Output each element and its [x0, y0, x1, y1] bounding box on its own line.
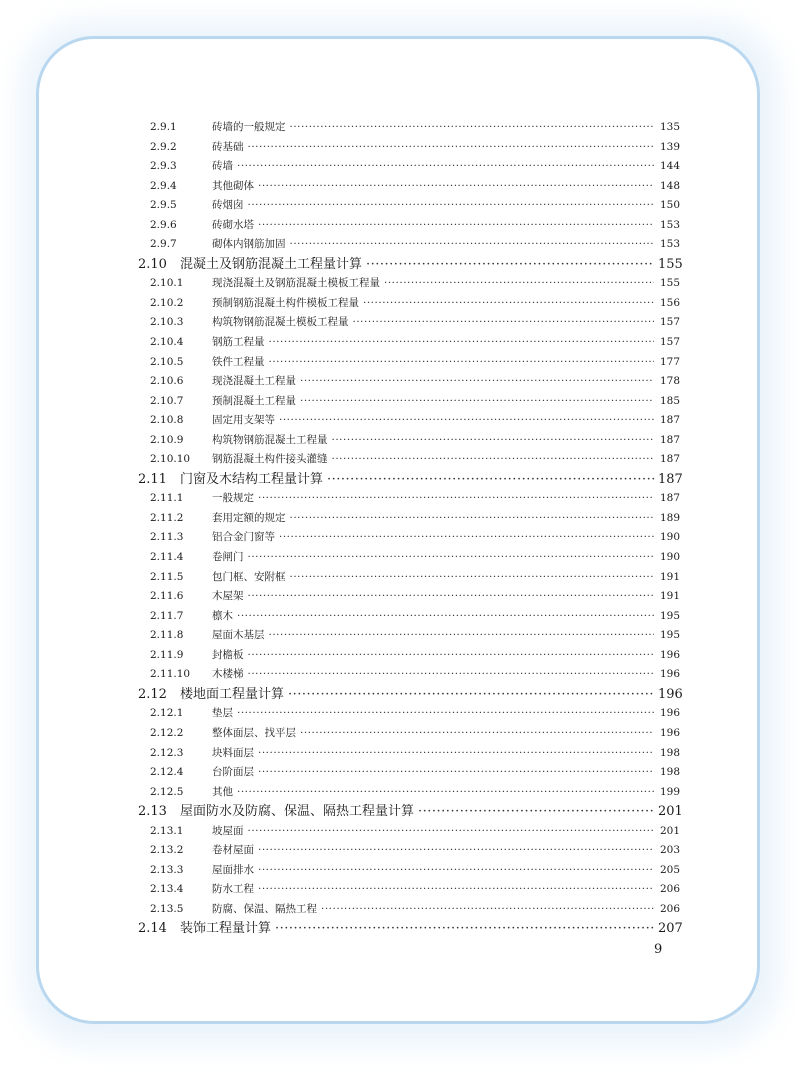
toc-subsection-row[interactable] — [138, 724, 680, 744]
dot-leader — [258, 489, 654, 509]
toc-subsection-row[interactable] — [138, 235, 680, 255]
toc-entry-number: 2.12.4 — [150, 766, 184, 779]
toc-subsection-row[interactable] — [138, 216, 680, 236]
toc-subsection-row[interactable] — [138, 333, 680, 353]
toc-entry-page: 207 — [658, 921, 683, 937]
dot-leader — [366, 255, 654, 275]
toc-entry-number: 2.12.2 — [150, 726, 184, 739]
dot-leader — [321, 900, 654, 920]
dot-leader — [332, 450, 655, 470]
toc-entry-title: 铁件工程量 — [212, 355, 265, 368]
toc-entry-title: 檩木 — [212, 609, 233, 622]
toc-entry-number: 2.13 — [138, 804, 167, 820]
toc-entry-number: 2.10.5 — [150, 355, 184, 368]
dot-leader — [237, 607, 654, 627]
toc-subsection-row[interactable] — [138, 509, 680, 529]
toc-entry-title: 门窗及木结构工程量计算 — [180, 471, 324, 487]
toc-entry-title: 砖烟囱 — [212, 199, 244, 212]
toc-entry-title: 钢筋混凝土构件接头灌缝 — [212, 453, 328, 466]
toc-subsection-row[interactable] — [138, 353, 680, 373]
toc-subsection-row[interactable] — [138, 861, 680, 881]
toc-entry-number: 2.13.3 — [150, 863, 184, 876]
toc-entry-title: 混凝土及钢筋混凝土工程量计算 — [180, 256, 363, 272]
dot-leader — [327, 470, 654, 490]
toc-entry-number: 2.13.4 — [150, 883, 184, 896]
dot-leader — [384, 274, 654, 294]
toc-subsection-row[interactable] — [138, 431, 680, 451]
toc-entry-page: 196 — [658, 686, 683, 702]
toc-entry-number: 2.11.3 — [150, 531, 184, 544]
toc-subsection-row[interactable] — [138, 411, 680, 431]
dot-leader — [258, 880, 654, 900]
toc-entry-page: 195 — [659, 609, 680, 622]
dot-leader — [248, 196, 655, 216]
toc-subsection-row[interactable] — [138, 294, 680, 314]
toc-entry-title: 卷材屋面 — [212, 844, 254, 857]
toc-entry-title: 砌体内钢筋加固 — [212, 238, 286, 251]
toc-entry-number: 2.9.3 — [150, 160, 177, 173]
toc-entry-page: 187 — [658, 471, 683, 487]
toc-entry-title: 砖基础 — [212, 140, 244, 153]
toc-entry-title: 垫层 — [212, 707, 233, 720]
toc-entry-page: 157 — [659, 336, 680, 349]
toc-entry-page: 189 — [659, 511, 680, 524]
toc-section-row[interactable] — [138, 685, 683, 705]
toc-entry-number: 2.9.6 — [150, 218, 177, 231]
toc-subsection-row[interactable] — [138, 372, 680, 392]
dot-leader — [248, 646, 655, 666]
toc-entry-number: 2.10 — [138, 256, 167, 272]
toc-entry-number: 2.14 — [138, 921, 167, 937]
toc-entry-number: 2.11.1 — [150, 492, 184, 505]
toc-subsection-row[interactable] — [138, 880, 680, 900]
toc-entry-page: 177 — [659, 355, 680, 368]
toc-entry-page: 156 — [659, 296, 680, 309]
toc-entry-title: 一般规定 — [212, 492, 254, 505]
toc-section-row[interactable] — [138, 470, 683, 490]
dot-leader — [248, 548, 655, 568]
dot-leader — [332, 431, 655, 451]
toc-entry-page: 187 — [659, 492, 680, 505]
toc-entry-title: 装饰工程量计算 — [180, 921, 272, 937]
toc-entry-title: 套用定额的规定 — [212, 511, 286, 524]
toc-subsection-row[interactable] — [138, 274, 680, 294]
toc-entry-title: 木楼梯 — [212, 668, 244, 681]
toc-entry-title: 卷闸门 — [212, 551, 244, 564]
toc-entry-page: 196 — [659, 668, 680, 681]
dot-leader — [248, 822, 655, 842]
toc-entry-title: 楼地面工程量计算 — [180, 686, 285, 702]
toc-entry-page: 187 — [659, 453, 680, 466]
toc-entry-page: 190 — [659, 531, 680, 544]
toc-entry-title: 木屋架 — [212, 590, 244, 603]
toc-entry-number: 2.12.5 — [150, 785, 184, 798]
dot-leader — [300, 372, 654, 392]
dot-leader — [279, 411, 654, 431]
toc-entry-page: 185 — [659, 394, 680, 407]
toc-subsection-row[interactable] — [138, 744, 680, 764]
dot-leader — [269, 353, 655, 373]
toc-subsection-row[interactable] — [138, 763, 680, 783]
toc-entry-page: 196 — [659, 707, 680, 720]
toc-entry-page: 144 — [659, 160, 680, 173]
toc-entry-title: 台阶面层 — [212, 766, 254, 779]
toc-entry-page: 190 — [659, 551, 680, 564]
toc-entry-page: 198 — [659, 746, 680, 759]
toc-entry-page: 153 — [659, 238, 680, 251]
toc-entry-title: 屋面木基层 — [212, 629, 265, 642]
toc-entry-page: 191 — [659, 590, 680, 603]
toc-entry-number: 2.12.3 — [150, 746, 184, 759]
toc-entry-title: 其他砌体 — [212, 179, 254, 192]
toc-subsection-row[interactable] — [138, 822, 680, 842]
toc-subsection-row[interactable] — [138, 313, 680, 333]
toc-entry-title: 铝合金门窗等 — [212, 531, 275, 544]
toc-entry-number: 2.11.6 — [150, 590, 184, 603]
toc-entry-number: 2.13.1 — [150, 824, 184, 837]
toc-subsection-row[interactable] — [138, 626, 680, 646]
toc-entry-title: 构筑物钢筋混凝土工程量 — [212, 433, 328, 446]
toc-entry-number: 2.11.2 — [150, 511, 184, 524]
dot-leader — [363, 294, 654, 314]
toc-subsection-row[interactable] — [138, 568, 680, 588]
toc-entry-page: 196 — [659, 726, 680, 739]
dot-leader — [237, 704, 654, 724]
toc-entry-number: 2.11.7 — [150, 609, 184, 622]
toc-entry-number: 2.11.9 — [150, 648, 184, 661]
toc-entry-page: 206 — [659, 902, 680, 915]
toc-entry-page: 155 — [659, 277, 680, 290]
toc-subsection-row[interactable] — [138, 489, 680, 509]
toc-entry-title: 防水工程 — [212, 883, 254, 896]
toc-entry-page: 139 — [659, 140, 680, 153]
toc-entry-number: 2.10.4 — [150, 336, 184, 349]
dot-leader — [279, 528, 654, 548]
toc-entry-title: 现浇混凝土及钢筋混凝土模板工程量 — [212, 277, 380, 290]
toc-subsection-row[interactable] — [138, 450, 680, 470]
toc-entry-page: 178 — [659, 375, 680, 388]
toc-entry-number: 2.10.9 — [150, 433, 184, 446]
toc-entry-page: 201 — [659, 824, 680, 837]
dot-leader — [258, 841, 654, 861]
toc-entry-title: 钢筋工程量 — [212, 336, 265, 349]
toc-entry-number: 2.10.10 — [150, 453, 191, 466]
toc-entry-title: 包门框、安附框 — [212, 570, 286, 583]
toc-entry-page: 195 — [659, 629, 680, 642]
dot-leader — [258, 216, 654, 236]
toc-entry-number: 2.11.10 — [150, 668, 191, 681]
toc-entry-page: 148 — [659, 179, 680, 192]
toc-section-row[interactable] — [138, 802, 683, 822]
toc-subsection-row[interactable] — [138, 392, 680, 412]
toc-entry-page: 196 — [659, 648, 680, 661]
toc-entry-page: 206 — [659, 883, 680, 896]
dot-leader — [290, 509, 655, 529]
toc-entry-title: 现浇混凝土工程量 — [212, 375, 296, 388]
dot-leader — [269, 333, 655, 353]
toc-section-row[interactable] — [138, 919, 683, 939]
dot-leader — [258, 763, 654, 783]
toc-entry-title: 封檐板 — [212, 648, 244, 661]
toc-entry-page: 205 — [659, 863, 680, 876]
dot-leader — [290, 118, 655, 138]
toc-entry-title: 预制钢筋混凝土构件模板工程量 — [212, 296, 359, 309]
toc-entry-title: 块料面层 — [212, 746, 254, 759]
toc-entry-title: 砖墙 — [212, 160, 233, 173]
dot-leader — [258, 177, 654, 197]
toc-entry-number: 2.11 — [138, 471, 167, 487]
toc-entry-title: 固定用支架等 — [212, 414, 275, 427]
toc-entry-page: 203 — [659, 844, 680, 857]
dot-leader — [288, 685, 654, 705]
toc-subsection-row[interactable] — [138, 665, 680, 685]
toc-entry-number: 2.10.7 — [150, 394, 184, 407]
toc-entry-title: 屋面防水及防腐、保温、隔热工程量计算 — [180, 804, 415, 820]
toc-entry-page: 191 — [659, 570, 680, 583]
toc-entry-number: 2.12.1 — [150, 707, 184, 720]
dot-leader — [258, 861, 654, 881]
dot-leader — [290, 568, 655, 588]
toc-entry-number: 2.10.1 — [150, 277, 184, 290]
toc-subsection-row[interactable] — [138, 607, 680, 627]
toc-entry-number: 2.11.5 — [150, 570, 184, 583]
toc-entry-number: 2.10.6 — [150, 375, 184, 388]
toc-entry-title: 防腐、保温、隔热工程 — [212, 902, 317, 915]
toc-entry-number: 2.9.2 — [150, 140, 177, 153]
dot-leader — [237, 783, 654, 803]
toc-entry-number: 2.9.5 — [150, 199, 177, 212]
toc-entry-number: 2.10.2 — [150, 296, 184, 309]
dot-leader — [290, 235, 655, 255]
toc-entry-title: 坡屋面 — [212, 824, 244, 837]
toc-entry-page: 153 — [659, 218, 680, 231]
dot-leader — [248, 138, 655, 158]
toc-subsection-row[interactable] — [138, 783, 680, 803]
toc-entry-number: 2.13.5 — [150, 902, 184, 915]
toc-entry-number: 2.10.8 — [150, 414, 184, 427]
toc-entry-number: 2.11.4 — [150, 551, 184, 564]
toc-entry-title: 砖墙的一般规定 — [212, 121, 286, 133]
toc-section-row[interactable] — [138, 255, 683, 275]
toc-entry-number: 2.9.1 — [150, 121, 177, 133]
toc-entry-title: 预制混凝土工程量 — [212, 394, 296, 407]
toc-entry-number: 2.11.8 — [150, 629, 184, 642]
dot-leader — [300, 724, 654, 744]
dot-leader — [248, 587, 655, 607]
toc-subsection-row[interactable] — [138, 118, 680, 138]
dot-leader — [248, 665, 655, 685]
toc-entry-number: 2.12 — [138, 686, 167, 702]
toc-entry-page: 201 — [658, 804, 683, 820]
page-number: 9 — [654, 942, 663, 957]
toc-subsection-row[interactable] — [138, 646, 680, 666]
toc-subsection-row[interactable] — [138, 704, 680, 724]
toc-entry-number: 2.13.2 — [150, 844, 184, 857]
toc-subsection-row[interactable] — [138, 177, 680, 197]
toc-entry-number: 2.9.4 — [150, 179, 177, 192]
toc-entry-page: 198 — [659, 766, 680, 779]
dot-leader — [237, 157, 654, 177]
toc-entry-page: 135 — [659, 121, 680, 133]
toc-entry-page: 157 — [659, 316, 680, 329]
dot-leader — [258, 744, 654, 764]
toc-entry-title: 屋面排水 — [212, 863, 254, 876]
toc-entry-page: 187 — [659, 433, 680, 446]
toc-entry-page: 187 — [659, 414, 680, 427]
toc-subsection-row[interactable] — [138, 138, 680, 158]
toc-entry-title: 砖砌水塔 — [212, 218, 254, 231]
dot-leader — [353, 313, 655, 333]
toc-entry-title: 构筑物钢筋混凝土模板工程量 — [212, 316, 349, 329]
toc-entry-page: 199 — [659, 785, 680, 798]
toc-entry-number: 2.9.7 — [150, 238, 177, 251]
toc-subsection-row[interactable] — [138, 841, 680, 861]
dot-leader — [418, 802, 654, 822]
toc-entry-number: 2.10.3 — [150, 316, 184, 329]
toc-subsection-row[interactable] — [138, 587, 680, 607]
dot-leader — [275, 919, 654, 939]
dot-leader — [300, 392, 654, 412]
toc-subsection-row[interactable] — [138, 548, 680, 568]
toc-subsection-row[interactable] — [138, 196, 680, 216]
toc-subsection-row[interactable] — [138, 528, 680, 548]
dot-leader — [269, 626, 655, 646]
toc-entry-page: 150 — [659, 199, 680, 212]
toc-subsection-row[interactable] — [138, 900, 680, 920]
toc-subsection-row[interactable] — [138, 157, 680, 177]
toc-entry-title: 整体面层、找平层 — [212, 726, 296, 739]
toc-entry-page: 155 — [658, 256, 683, 272]
table-of-contents — [138, 118, 683, 939]
toc-entry-title: 其他 — [212, 785, 233, 798]
